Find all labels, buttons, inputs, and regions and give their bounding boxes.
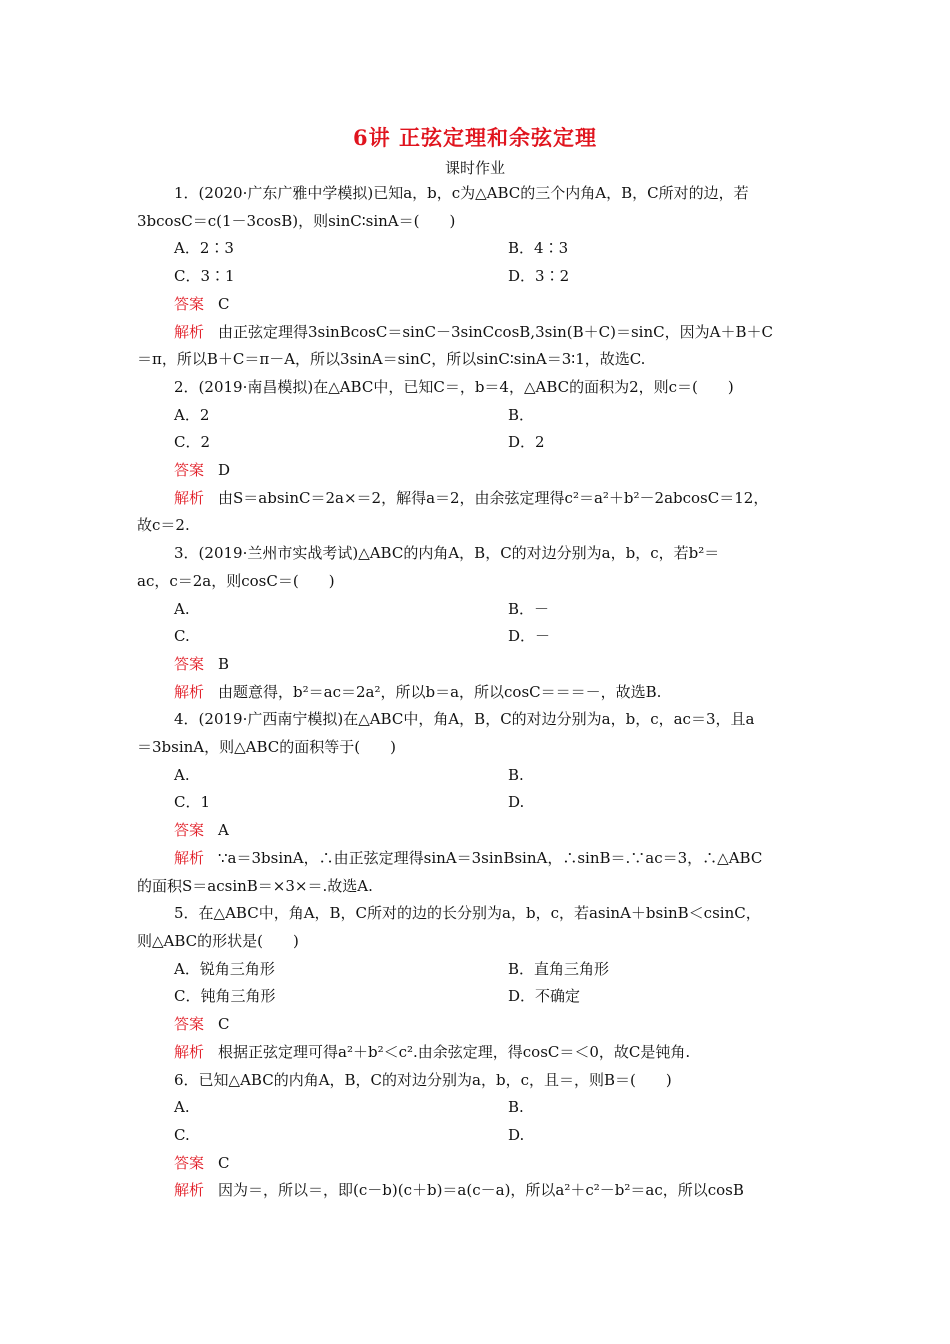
option-c: C．2 [174, 433, 211, 452]
question-4-analysis-cont: 的面积S＝acsinB＝×3×＝.故选A. [137, 876, 373, 895]
question-4-answer [137, 817, 817, 845]
answer-label: 答案 [174, 654, 205, 673]
answer-value: A [218, 821, 229, 840]
question-3-options-row-2 [137, 623, 817, 651]
option-d: D．－ [508, 627, 551, 646]
question-6-line-1: 6．已知△ABC的内角A，B，C的对边分别为a，b，c，且＝，则B＝( ) [174, 1070, 672, 1089]
question-4-analysis [137, 845, 817, 873]
option-c: C．1 [174, 793, 211, 812]
question-5-analysis [137, 1039, 817, 1067]
question-6-options-row-2 [137, 1122, 817, 1150]
question-3-options-row-1 [137, 596, 817, 624]
analysis-label: 解析 [174, 1042, 205, 1061]
question-2-line-1: 2．(2019·南昌模拟)在△ABC中，已知C＝，b＝4，△ABC的面积为2，则c＝( ) [174, 377, 734, 396]
question-2-answer [137, 457, 817, 485]
answer-value: C [218, 1153, 230, 1172]
option-a: A．2 [174, 405, 210, 424]
option-d: D. [508, 793, 525, 812]
answer-label: 答案 [174, 294, 205, 313]
question-6-answer [137, 1150, 817, 1178]
question-3-analysis [137, 679, 817, 707]
answer-value: C [218, 1015, 230, 1034]
option-c: C. [174, 1125, 190, 1144]
question-4-line-2: ＝3bsinA，则△ABC的面积等于( ) [137, 738, 396, 757]
question-2-analysis [137, 485, 817, 513]
question-1-options-row-2 [137, 263, 817, 291]
answer-label: 答案 [174, 821, 205, 840]
page-subtitle: 课时作业 [444, 159, 505, 177]
analysis-text: 由S＝absinC＝2a×＝2，解得a＝2，由余弦定理得c²＝a²＋b²－2abcosC＝12， [218, 488, 769, 507]
question-3-answer [137, 651, 817, 679]
option-d: D. [508, 1125, 525, 1144]
option-a: A. [174, 765, 190, 784]
option-b: B．－ [508, 599, 550, 618]
question-1-line-1: 1．(2020·广东广雅中学模拟)已知a，b，c为△ABC的三个内角A，B，C所对的边，若 [174, 184, 749, 202]
answer-label: 答案 [174, 461, 205, 480]
question-1-analysis-cont: ＝π，所以B＋C＝π－A，所以3sinA＝sinC，所以sinC∶sinA＝3∶1，故选C. [137, 350, 646, 369]
analysis-text: 由题意得，b²＝ac＝2a²，所以b＝a，所以cosC＝＝＝－，故选B. [218, 682, 662, 701]
answer-label: 答案 [174, 1015, 205, 1034]
question-2-analysis-cont: 故c＝2. [137, 516, 190, 535]
question-list [137, 180, 817, 1205]
analysis-label: 解析 [174, 848, 205, 867]
question-2-options-row-2 [137, 429, 817, 457]
answer-value: B [218, 654, 230, 673]
option-d: D．不确定 [508, 987, 581, 1006]
answer-value: C [218, 294, 230, 313]
question-1-line-2: 3bcosC＝c(1－3cosB)，则sinC∶sinA＝( ) [137, 211, 456, 230]
analysis-text: 根据正弦定理可得a²＋b²＜c².由余弦定理，得cosC＝＜0，故C是钝角. [218, 1042, 691, 1061]
analysis-label: 解析 [174, 488, 205, 507]
option-a: A. [174, 1098, 190, 1117]
question-5-options-row-2 [137, 983, 817, 1011]
answer-value: D [218, 461, 231, 480]
option-b: B. [508, 1098, 524, 1117]
option-c: C．3∶1 [174, 267, 235, 286]
option-a: A. [174, 599, 190, 618]
question-1-answer [137, 291, 817, 319]
question-3-line-1: 3．(2019·兰州市实战考试)△ABC的内角A，B，C的对边分别为a，b，c，若b²＝ [174, 544, 720, 563]
question-4-line-1: 4．(2019·广西南宁模拟)在△ABC中，角A，B，C的对边分别为a，b，c，ac＝3，且a [174, 710, 755, 729]
question-6-options-row-1 [137, 1094, 817, 1122]
question-4-options-row-1 [137, 762, 817, 790]
question-3-line-2: ac，c＝2a，则cosC＝( ) [137, 571, 335, 590]
analysis-label: 解析 [174, 1181, 205, 1200]
analysis-label: 解析 [174, 682, 205, 701]
option-a: A．2∶3 [174, 239, 234, 258]
option-d: D．3∶2 [508, 267, 570, 286]
analysis-text: ∵a＝3bsinA，∴由正弦定理得sinA＝3sinBsinA，∴sinB＝.∵ac＝3，∴△ABC [218, 848, 763, 867]
question-4-options-row-2 [137, 789, 817, 817]
answer-label: 答案 [174, 1153, 205, 1172]
question-5-answer [137, 1011, 817, 1039]
question-1-options-row-1 [137, 235, 817, 263]
option-a: A．锐角三角形 [174, 959, 275, 978]
analysis-text: 因为＝，所以＝，即(c－b)(c＋b)＝a(c－a)，所以a²＋c²－b²＝ac，所以cosB [218, 1181, 744, 1200]
option-c: C．钝角三角形 [174, 987, 276, 1006]
option-b: B. [508, 765, 524, 784]
option-b: B． [508, 405, 535, 424]
option-d: D．2 [508, 433, 545, 452]
question-5-line-1: 5．在△ABC中，角A，B，C所对的边的长分别为a，b，c，若asinA＋bsinB＜csinC， [174, 904, 761, 923]
question-6-analysis [137, 1177, 817, 1205]
question-2-options-row-1 [137, 402, 817, 430]
question-5-options-row-1 [137, 956, 817, 984]
question-5-line-2: 则△ABC的形状是( ) [137, 931, 299, 950]
analysis-text: 由正弦定理得3sinBcosC＝sinC－3sinCcosB,3sin(B＋C)＝sinC，因为A＋B＋C [218, 322, 773, 341]
option-c: C. [174, 627, 190, 646]
option-b: B．直角三角形 [508, 959, 610, 978]
option-b: B．4∶3 [508, 239, 569, 258]
analysis-label: 解析 [174, 322, 205, 341]
question-1-analysis [137, 319, 817, 347]
page-title: 6讲 正弦定理和余弦定理 [353, 125, 597, 150]
